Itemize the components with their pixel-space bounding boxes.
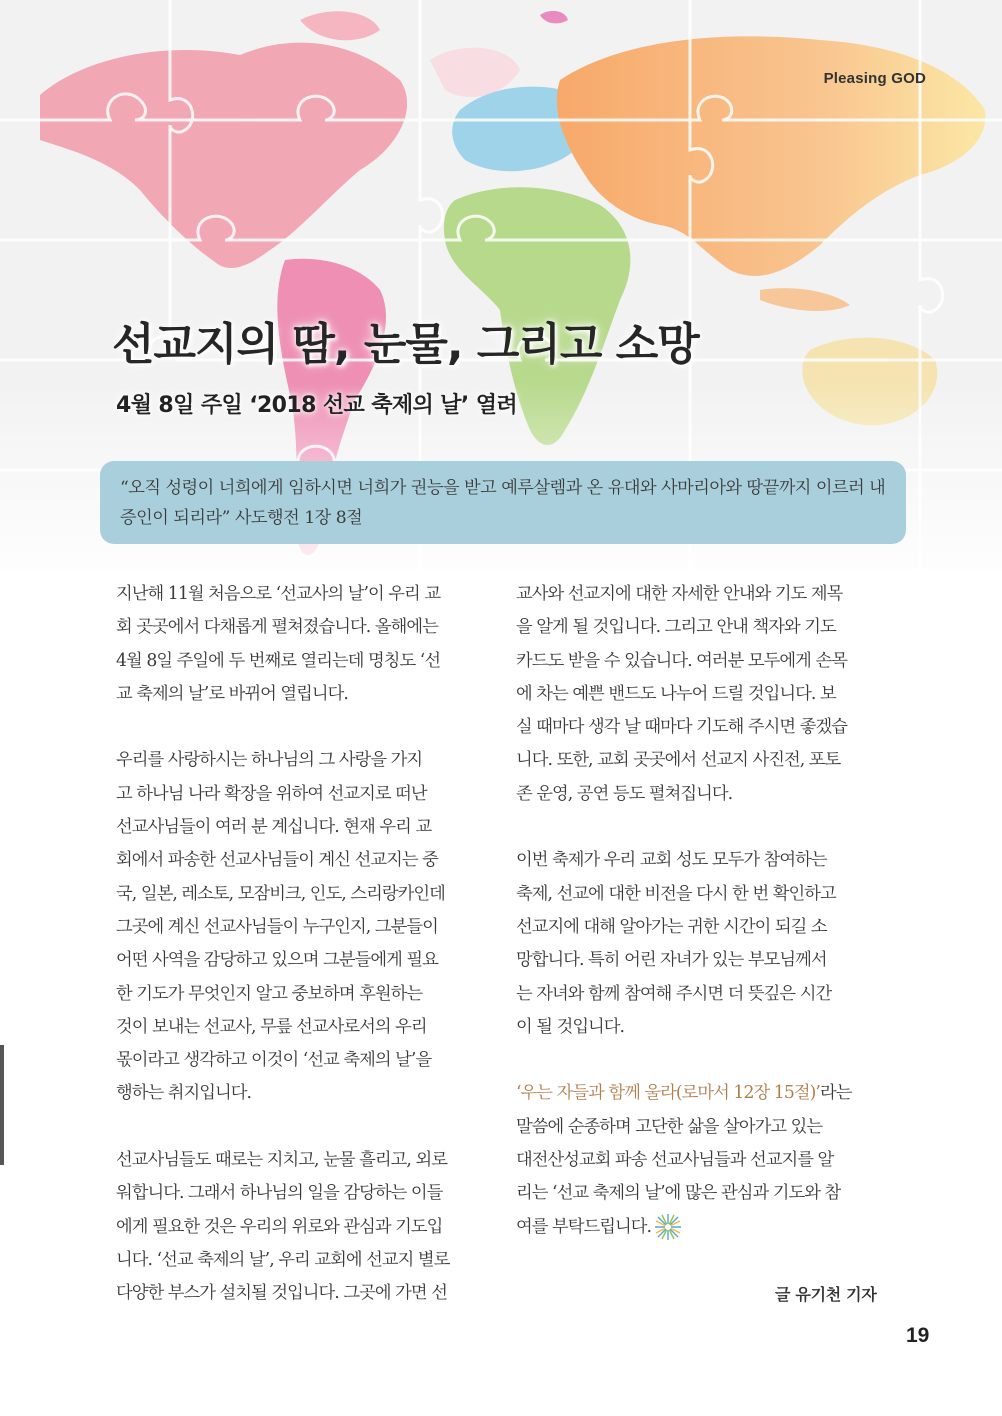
body-line: 회에서 파송한 선교사님들이 계신 선교지는 중 — [116, 850, 438, 871]
paragraph-gap — [116, 711, 490, 744]
body-line: 니다. 또한, 교회 곳곳에서 선교지 사진전, 포토 — [516, 750, 841, 771]
page-edge-mark — [0, 1045, 4, 1165]
body-line: 것이 보내는 선교사, 무릎 선교사로서의 우리 — [116, 1016, 427, 1037]
body-line: 망합니다. 특히 어린 자녀가 있는 부모님께서 — [516, 950, 827, 971]
closing-final-line — [516, 1211, 890, 1244]
body-line: 에게 필요한 것은 우리의 위로와 관심과 기도입 — [116, 1216, 443, 1237]
section-label: Pleasing GOD — [823, 70, 926, 87]
paragraph-gap — [116, 1111, 490, 1144]
closing-line-rest: 라는 — [819, 1083, 852, 1104]
body-line: 선교사님들이 여러 분 계십니다. 현재 우리 교 — [116, 817, 432, 838]
paragraph-gap — [516, 811, 890, 844]
paragraph-gap — [516, 1044, 890, 1077]
sparkle-end-icon — [653, 1212, 683, 1242]
body-line: 다양한 부스가 설치될 것입니다. 그곳에 가면 선 — [116, 1283, 447, 1304]
closing-line — [516, 1077, 890, 1110]
article-title: 선교지의 땀, 눈물, 그리고 소망 — [112, 319, 699, 370]
body-line: 우리를 사랑하시는 하나님의 그 사랑을 가지 — [116, 750, 423, 771]
left-column — [116, 578, 490, 1311]
body-line: 실 때마다 생각 날 때마다 기도해 주시면 좋겠습 — [516, 717, 847, 738]
body-line: 이 될 것입니다. — [516, 1016, 625, 1037]
article-subtitle: 4월 8일 주일 ‘2018 선교 축제의 날’ 열려 — [116, 393, 517, 418]
body-line: 는 자녀와 함께 참여해 주시면 더 뜻깊은 시간 — [516, 983, 832, 1004]
body-line: 그곳에 계신 선교사님들이 누구인지, 그분들이 — [116, 916, 438, 937]
highlight-verse: ‘우는 자들과 함께 울라(로마서 12장 15절)’ — [516, 1083, 820, 1104]
body-line: 존 운영, 공연 등도 펼쳐집니다. — [516, 783, 733, 804]
body-line: 4월 8일 주일에 두 번째로 열리는데 명칭도 ‘선 — [116, 650, 441, 671]
body-line: 대전산성교회 파송 선교사님들과 선교지를 알 — [516, 1150, 834, 1171]
body-line: 카드도 받을 수 있습니다. 여러분 모두에게 손목 — [516, 650, 847, 671]
body-line: 선교지에 대해 알아가는 귀한 시간이 되길 소 — [516, 916, 827, 937]
body-line: 이번 축제가 우리 교회 성도 모두가 참여하는 — [516, 850, 827, 871]
body-line: 국, 일본, 레소토, 모잠비크, 인도, 스리랑카인데 — [116, 883, 445, 904]
body-line: 을 알게 될 것입니다. 그리고 안내 책자와 기도 — [516, 617, 836, 638]
body-line: 워합니다. 그래서 하나님의 일을 감당하는 이들 — [116, 1183, 443, 1204]
body-line: 교사와 선교지에 대한 자세한 안내와 기도 제목 — [516, 584, 843, 604]
body-line: 지난해 11월 처음으로 ‘선교사의 날’이 우리 교 — [116, 584, 441, 604]
body-line: 몫이라고 생각하고 이것이 ‘선교 축제의 날’을 — [116, 1050, 432, 1071]
page-number: 19 — [906, 1324, 930, 1347]
author-byline: 글 유기천 기자 — [775, 1285, 877, 1304]
body-line: 회 곳곳에서 다채롭게 펼쳐졌습니다. 올해에는 — [116, 617, 438, 638]
body-line: 교 축제의 날’로 바뀌어 열립니다. — [116, 683, 348, 704]
body-line: 니다. ‘선교 축제의 날’, 우리 교회에 선교지 별로 — [116, 1249, 450, 1270]
body-line: 행하는 취지입니다. — [116, 1083, 252, 1104]
body-line: 말씀에 순종하며 고단한 삶을 살아가고 있는 — [516, 1116, 823, 1137]
body-line: 선교사님들도 때로는 지치고, 눈물 흘리고, 외로 — [116, 1150, 447, 1171]
body-line: 축제, 선교에 대한 비전을 다시 한 번 확인하고 — [516, 883, 836, 904]
body-line: 고 하나님 나라 확장을 위하여 선교지로 떠난 — [116, 783, 427, 804]
scripture-quote-box — [100, 461, 906, 544]
body-line: 리는 ‘선교 축제의 날’에 많은 관심과 기도와 참 — [516, 1183, 841, 1204]
right-column — [516, 578, 890, 1244]
scripture-quote-text: “오직 성령이 너희에게 임하시면 너희가 권능을 받고 예루살렘과 온 유대와 사마리아와 땅끝까지 이르러 내 증인이 되리라” 사도행전 1장 8절 — [120, 478, 886, 528]
closing-final-text: 여를 부탁드립니다. — [516, 1216, 652, 1237]
body-line: 한 기도가 무엇인지 알고 중보하며 후원하는 — [116, 983, 423, 1004]
body-line: 어떤 사역을 감당하고 있으며 그분들에게 필요 — [116, 950, 438, 971]
body-line: 에 차는 예쁜 밴드도 나누어 드릴 것입니다. 보 — [516, 683, 836, 704]
